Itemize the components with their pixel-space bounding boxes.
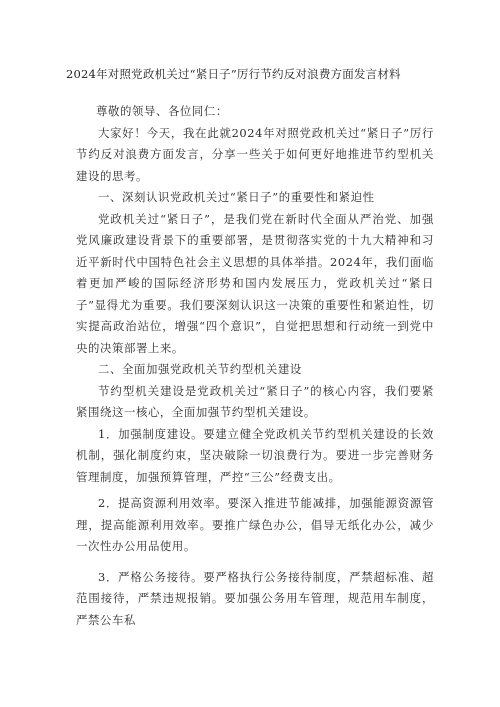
list-item-1: 1．加强制度建设。要建立健全党政机关节约型机关建设的长效机制，强化制度约束，坚决破除一切浪费行为。要进一步完善财务管理制度，加强预算管理，严控“三公”经费支出。 xyxy=(76,426,434,484)
document-title: 2024年对照党政机关过“紧日子”厉行节约反对浪费方面发言材料 xyxy=(66,67,401,81)
list-item-3: 3．严格公务接待。要严格执行公务接待制度，严禁超标准、超范围接待，严禁违规报销。要加强公务用车管理，规范用车制度，严禁公车私 xyxy=(76,569,434,627)
section-1-heading: 一、深刻认识党政机关过“紧日子”的重要性和紧迫性 xyxy=(98,190,375,204)
list-item-2: 2．提高资源利用效率。要深入推进节能减排，加强能源资源管理，提高能源利用效率。要推广绿色办公，倡导无纸化办公，减少一次性办公用品使用。 xyxy=(76,496,434,553)
document-body xyxy=(76,101,434,631)
salutation: 尊敬的领导、各位同仁： xyxy=(96,104,228,118)
section-2-heading: 二、全面加强党政机关节约型机关建设 xyxy=(98,362,302,376)
section-2-paragraph: 节约型机关建设是党政机关过“紧日子”的核心内容，我们要紧紧围绕这一核心，全面加强节约型机关建设。 xyxy=(76,383,434,419)
intro-paragraph: 大家好！今天，我在此就2024年对照党政机关过“紧日子”厉行节约反对浪费方面发言，分享一些关于如何更好地推进节约型机关建设的思考。 xyxy=(76,125,434,183)
section-1-paragraph: 党政机关过“紧日子”，是我们党在新时代全面从严治党、加强党风廉政建设背景下的重要部署，是贯彻落实党的十九大精神和习近平新时代中国特色社会主义思想的具体举措。2024年，我们面临着更加严峻的国际经济形势和国内发展压力，党政机关过“紧日子”显得尤为重要。我们要深刻认识这一决策的重要性和紧迫性，切实提高政治站位，增强“四个意识”，自觉把思想和行动统一到党中央的决策部署上来。 xyxy=(76,211,434,355)
